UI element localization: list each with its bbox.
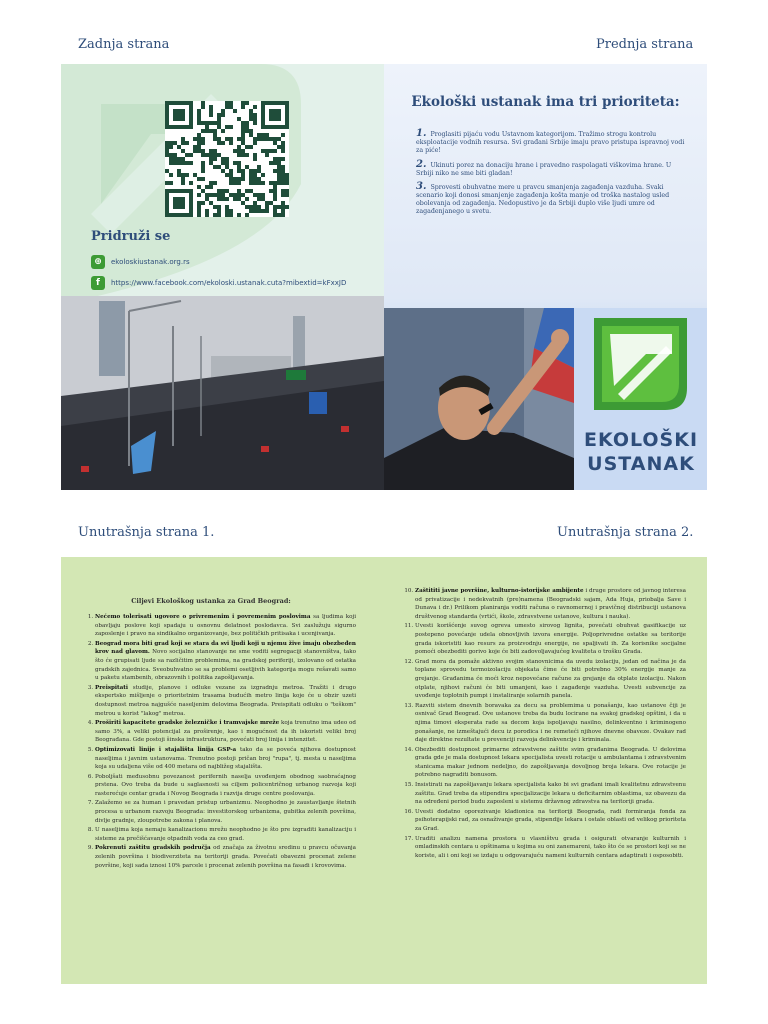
goal-item: 6. Poboljšati međusobnu povezanost perifernih naselja uvođenjem obodnog saobraćajnog prstena. Ovo treba da bude u saglasnosti sa ciljem policentričnog urbanog razvoja koji rasterećuje centar grada i Novog Beograda i razvija druge centre poslovanja.	[95, 773, 356, 799]
goals-left-column	[81, 613, 356, 871]
protest-crowd-photo	[61, 296, 384, 490]
qr-code[interactable]	[165, 101, 289, 217]
goal-item: 4. Proširiti kapacitete gradske železničke i tramvajske mreže koja trenutno ima udeo od samo 3%, a veliki potencijal za proširenje, kao i mogućnost da ih iskoristi veliki broj Beograđana. Gde postoji šinska infrastruktura, povećati broj linija i intenzitet.	[95, 719, 356, 745]
join-title: Pridruži se	[91, 229, 171, 244]
logo-text-line1: EKOLOŠKI	[583, 429, 699, 451]
ekoloski-ustanak-logo	[574, 308, 707, 490]
front-page	[384, 64, 707, 490]
inside-pages	[61, 557, 707, 984]
priority-1: 1. Proglasiti pijaću vodu Ustavnom kategorijom. Tražimo strogu kontrolu eksploatacije vodnih resursa. Svi građani Srbije imaju pravo pristupa ispravnoj vodi za piće!	[416, 128, 685, 154]
goal-item: 14. Obezbediti dostupnost primarne zdravstvene zaštite svim građanima Beograda. U delovima grada gde je mala dostupnost lekara specijalista uvesti rotacije u ambulantama i zdravstvenim stanicama makar jednom nedeljno, do zapošljavanja dovoljnog broja lekara. Ove rotacije je potrebno nagraditi bonusom.	[415, 746, 686, 780]
goal-item: 16. Uvesti dodatno oporezivanje kladionica na teritoriji Beograda, radi formiranja fonda za psihoterapijski rad, za osnaživanje grada, stipendije lekara i ostale oblasti od velikog prioriteta za Grad.	[415, 808, 686, 834]
goal-item: 17. Uraditi analizu namena prostora u vlasništvu grada i osigurati otvaranje kulturnih i omladinskih centara u opštinama u kojima su oni zanemareni, tako što će se prostori koji se ne koriste, ali i oni koji se izdaju u odgovarajuću nameni kulturnih centara adaptirati i osposobiti.	[415, 835, 686, 861]
goal-item: 3. Preispitati studije, planove i odluke vezane za izgradnju metroa. Tražiti i drugo ekspertsko mišljenje o prioritetnim trasama budućih metro linija koje će u obzir uzeti dostupnost metroa najgušće naseljenim delovima Beograda. Preispitati odluku o "teškom" metrou u korist "lakog" metroa.	[95, 684, 356, 718]
back-page-header: Zadnja strana	[78, 37, 170, 52]
goal-item: 1. Nećemo tolerisati ugovore o privremenim i povremenim poslovima sa ljudima koji obavljaju poslove koji spadaju u osnovnu delatnost poslodavca. Svi zaslužuju sigurno zaposlenje i pravo na sindikalno organizovanje, bez političkih pritisaka i ucenjivanja.	[95, 613, 356, 639]
goal-item: 10. Zaštititi javne površine, kulturno-istorijske ambijente i druge prostore od javnog interesa od privatizacije i nedekvatnih (pre)namena (Beogradski sajam, Ada Huja, priobalja Save i Dunava i dr.) Prilikom planiranja voditi računa o ravnomernoj i pravičnoj distribuciji ustanova društvenog standarda (vrtići, škole, zdravstvene ustanove, kultura i nauka).	[415, 587, 686, 621]
goal-item: 9. Pokrenuti zaštitu gradskih područja od značaja za životnu sredinu u pravcu očuvanja zelenih površina i biodiverziteta na teritoriji grada. Povećati obavezni procenat zelene površine, koji sada iznosi 10% parcele i procenat zelenih površina na fasadi i krovovima.	[95, 844, 356, 870]
priority-3: 3. Sprovesti obuhvatne mere u pravcu smanjenja zagađenja vazduha. Svaki scenario koji donosi smanjenje zagađenja košta manje od troška nastalog usled obolevanja od zagađenja. Nedopustivo je da Srbiji duplo više ljudi umre od zagađenjanego u svetu.	[416, 181, 670, 215]
goal-item: 7. Zalažemo se za human i pravedan pristup urbanizmu. Neophodno je zaustavljanje štetnih procesa u urbanom razvoju Beograda: investitorskog urbanizma, gubitka zelenih površina, divlje gradnje, zloupotrebe zakona i planova.	[95, 799, 356, 825]
goals-right-column	[401, 587, 686, 861]
globe-icon: ⊕	[91, 255, 105, 269]
priority-2: 2. Ukinuti porez na donaciju hrane i pravedno raspolagati viškovima hrane. U Srbiji niko ne sme biti gladan!	[416, 159, 672, 177]
logo-text-line2: USTANAK	[587, 453, 695, 475]
goals-list-left	[81, 613, 356, 870]
goal-item: 11. Uvesti korišćenje suvog ogreva umesto sirovog lignita, povećati obuhvat gasifikacije uz postepeno povećanje udela obnovljivih izvora energije. Poljoprivredne ostatke sa teritorije grada iskoristiti kao resurs za proizvodnju energije, ne spaljivati ih. Za korisnike socijalne pomoći obezbediti gorivo koje će biti zadovoljavajućeg kvaliteta o trošku Grada.	[415, 622, 686, 656]
facebook-icon: f	[91, 276, 105, 290]
goal-item: 8. U naseljima koja nemaju kanalizacionu mrežu neophodno je što pre izgraditi kanalizaciju i sisteme za prečišćavanje otpadnih voda za ceo grad.	[95, 826, 356, 843]
green-arrow-logo-icon	[574, 308, 707, 418]
goals-list-right	[401, 587, 686, 860]
facebook-link[interactable]	[91, 276, 346, 290]
website-link[interactable]	[91, 255, 190, 269]
front-page-header: Prednja strana	[596, 37, 694, 52]
front-page-title: Ekološki ustanak ima tri prioriteta:	[411, 94, 680, 110]
speaker-photo	[384, 308, 574, 490]
inside-page-1-header: Unutrašnja strana 1.	[78, 525, 215, 540]
goal-item: 12. Grad mora da pomaže aktivno svojim stanovnicima da uvedu izolaciju, jedan od načina je da toplane sprovedu termoizolaciju objekata čime će biti potrebno 30% energije manje za grejanje. Građanima će moći kroz nepovećane račune za grejanje da otplate izolaciju. Nakon otplate, njihovi računi će biti umanjeni, kao i zagađenje vazduha. Uvesti subvencije za uvođenje toplotnih pumpi i instaliranje solarnih panela.	[415, 658, 686, 701]
back-page	[61, 64, 384, 490]
facebook-text: https://www.facebook.com/ekoloski.ustanak.cuta?mibextid=kFxxJD	[111, 279, 347, 287]
qr-code-icon	[165, 101, 289, 217]
goal-item: 13. Razviti sistem dnevnih boravaka za decu sa problemima u ponašanju, kao ustanove čiji je osnivač Grad Beograd. Ove ustanove treba da budu locirane na svakoj gradskoj opštini, i da u njima timovi eksperata rade sa decom koja ispoljavaju nasilno, delinkventno i kriminogeno ponašanje, ne izmeštajući decu iz porodica i ne remeteći njihove dnevne obaveze. Ovakav rad daje direktne rezultate u prevenciji razvoja delinkvencije i kriminala.	[415, 702, 686, 745]
inside-page-2-header: Unutrašnja strana 2.	[557, 525, 694, 540]
goal-item: 15. Insistirati na zapošljavanju lekara specijalista kako bi svi građani imali kvalitetnu zdravstvenu zaštitu. Grad treba da stipendira specijalizacije lekara u deficitarnim oblastima, uz obavezu da na određeni period budu zaposleni u sistemu državnog zdravstva na teritoriji grada.	[415, 781, 686, 807]
goal-item: 5. Optimizovati linije i stajališta linija GSP-a tako da se poveća njihova dostupnost naseljima i javnim ustanovama. Trenutno postoji pričan broj "rupa", tj. mesta u naseljima koja su udaljena više od 400 metara od najbližeg stajališta.	[95, 746, 356, 772]
goal-item: 2. Beograd mora biti grad koji se stara da svi ljudi koji u njemu žive imaju obezbeđen krov nad glavom. Novo socijalno stanovanje ne sme voditi segregaciji stanovništva, tako što će grupisati ljude sa različitim problemima, na gradskoj periferiji, izolovano od ostatka gradskih zajednica. Sveobuhvatno se sa problemi osetljivih kategorija mogu rešavati samo u paketu stambenih, obrazovnih i politika zapošljavanja.	[95, 640, 356, 683]
inside-title: Ciljevi Ekološkog ustanka za Grad Beograd:	[131, 597, 291, 605]
website-text: ekoloskiustanak.org.rs	[111, 258, 190, 266]
